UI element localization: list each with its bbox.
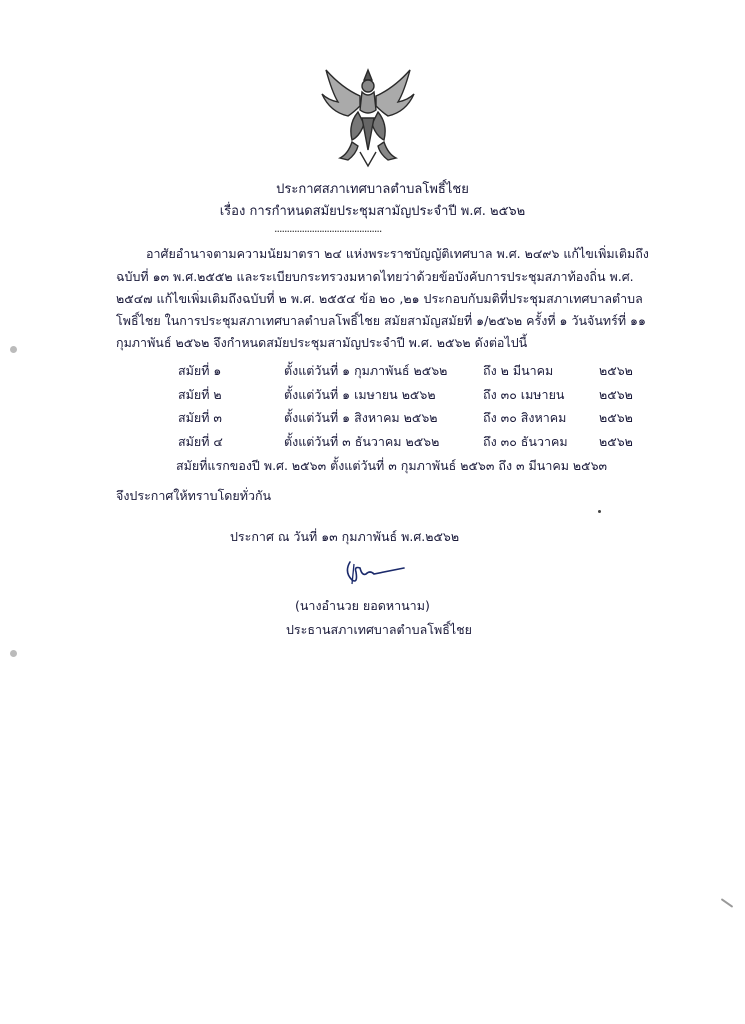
session-year: ๒๕๖๒	[599, 434, 633, 449]
scan-speck	[10, 346, 17, 353]
session-start: ตั้งแต่วันที่ ๑ สิงหาคม ๒๕๖๒	[284, 410, 438, 425]
body-line: ฉบับที่ ๑๓ พ.ศ.๒๕๕๒ และระเบียบกระทรวงมหาดไทยว่าด้วยข้อบังคับการประชุมสภาท้องถิ่น พ.ศ.	[116, 269, 634, 284]
session-start: ตั้งแต่วันที่ ๑ กุมภาพันธ์ ๒๕๖๒	[284, 363, 448, 378]
session-label: สมัยที่ ๓	[178, 410, 222, 425]
announcement-subject: เรื่อง การกำหนดสมัยประชุมสามัญประจำปี พ.ศ. ๒๕๖๒	[219, 204, 526, 219]
session-label: สมัยที่ ๑	[178, 363, 222, 378]
garuda-emblem-icon	[318, 62, 418, 172]
signer-title: ประธานสภาเทศบาลตำบลโพธิ์ไชย	[286, 622, 472, 637]
announcement-date: ประกาศ ณ วันที่ ๑๓ กุมภาพันธ์ พ.ศ.๒๕๖๒	[230, 529, 460, 544]
session-end: ถึง ๓๐ เมษายน	[483, 387, 565, 402]
body-line: กุมภาพันธ์ ๒๕๖๒ จึงกำหนดสมัยประชุมสามัญประจำปี พ.ศ. ๒๕๖๒ ดังต่อไปนี้	[116, 335, 528, 350]
body-line: อาศัยอำนาจตามความนัยมาตรา ๒๔ แห่งพระราชบัญญัติเทศบาล พ.ศ. ๒๔๙๖ แก้ไขเพิ่มเติมถึง	[146, 246, 649, 261]
first-session-next-year: สมัยที่แรกของปี พ.ศ. ๒๕๖๓ ตั้งแต่วันที่ ๓ กุมภาพันธ์ ๒๕๖๓ ถึง ๓ มีนาคม ๒๕๖๓	[176, 458, 608, 473]
closing-statement: จึงประกาศให้ทราบโดยทั่วกัน	[116, 488, 272, 503]
dotted-divider: ...........................................	[274, 222, 382, 235]
session-start: ตั้งแต่วันที่ ๑ เมษายน ๒๕๖๒	[284, 387, 436, 402]
scan-speck	[721, 898, 734, 908]
session-label: สมัยที่ ๔	[178, 434, 223, 449]
signer-name: (นางอำนวย ยอดหานาม)	[295, 598, 430, 613]
session-year: ๒๕๖๒	[599, 363, 633, 378]
session-end: ถึง ๓๐ สิงหาคม	[483, 410, 567, 425]
session-year: ๒๕๖๒	[599, 410, 633, 425]
body-line: ๒๕๔๗ แก้ไขเพิ่มเติมถึงฉบับที่ ๒ พ.ศ. ๒๕๕๔ ข้อ ๒๐ ,๒๑ ประกอบกับมติที่ประชุมสภาเทศบาลตำบล	[116, 291, 643, 306]
session-year: ๒๕๖๒	[599, 387, 633, 402]
session-end: ถึง ๓๐ ธันวาคม	[483, 434, 568, 449]
announcement-title: ประกาศสภาเทศบาลตำบลโพธิ์ไชย	[276, 182, 469, 197]
session-end: ถึง ๒ มีนาคม	[483, 363, 554, 378]
body-line: โพธิ์ไชย ในการประชุมสภาเทศบาลตำบลโพธิ์ไชย สมัยสามัญสมัยที่ ๑/๒๕๖๒ ครั้งที่ ๑ วันจันทร์ที่ ๑๑	[116, 313, 646, 328]
handwritten-signature	[340, 558, 412, 588]
scan-speck	[10, 650, 17, 657]
session-start: ตั้งแต่วันที่ ๓ ธันวาคม ๒๕๖๒	[284, 434, 440, 449]
scan-speck	[598, 510, 601, 513]
session-label: สมัยที่ ๒	[178, 387, 222, 402]
